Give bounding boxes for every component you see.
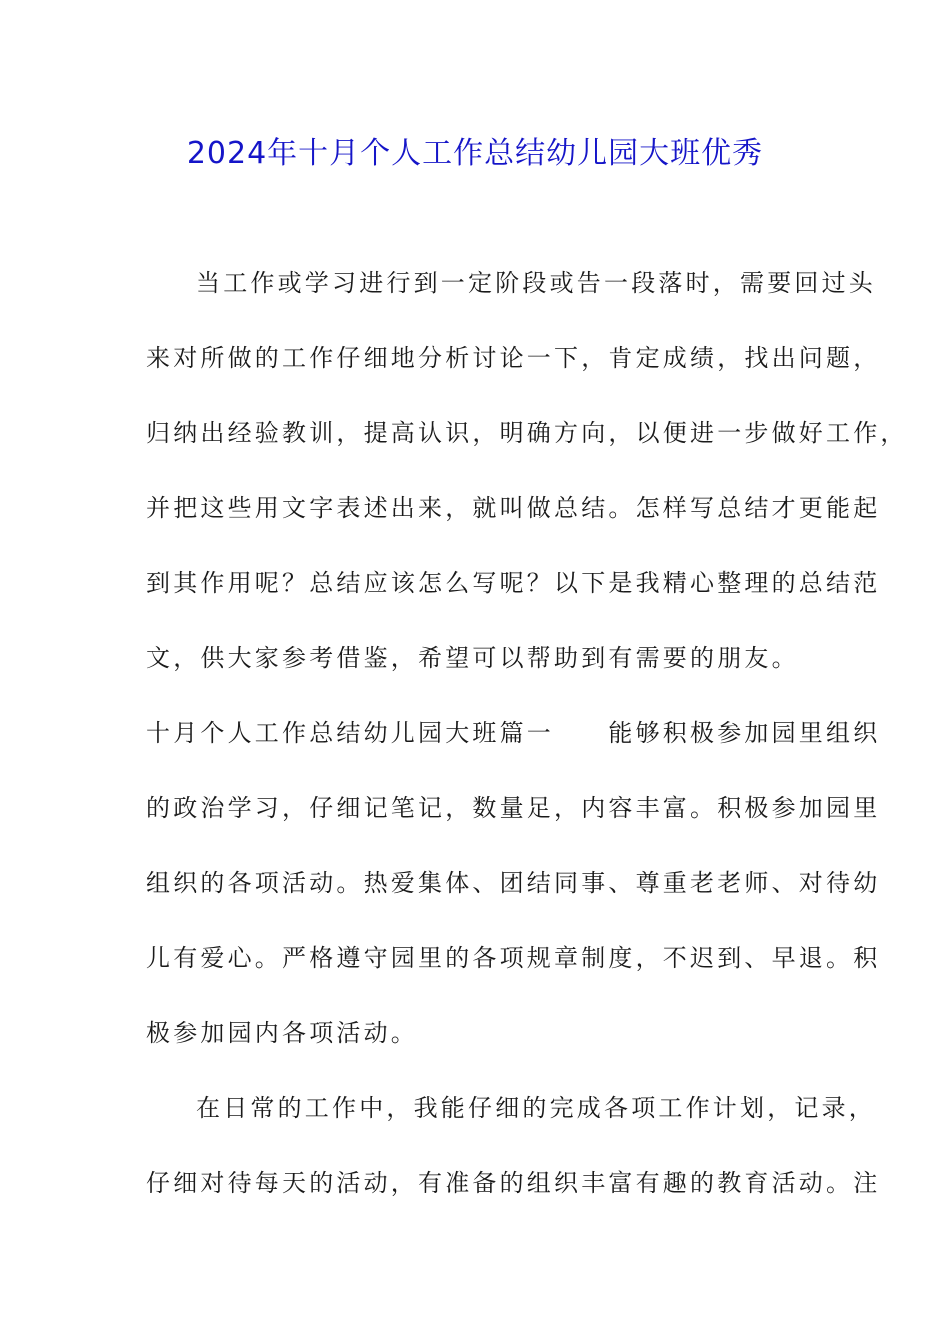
paragraph-line: 到其作用呢？总结应该怎么写呢？以下是我精心整理的总结范 (146, 569, 881, 597)
paragraph-line: 并把这些用文字表述出来，就叫做总结。怎样写总结才更能起 (146, 494, 881, 522)
paragraph-line: 归纳出经验教训，提高认识，明确方向，以便进一步做好工作， (146, 419, 908, 447)
document-title: 2024年十月个人工作总结幼儿园大班优秀 (186, 136, 764, 171)
section-heading-line: 十月个人工作总结幼儿园大班篇一 能够积极参加园里组织 (146, 719, 881, 747)
paragraph-line: 文，供大家参考借鉴，希望可以帮助到有需要的朋友。 (146, 644, 799, 672)
paragraph-line: 来对所做的工作仔细地分析讨论一下，肯定成绩，找出问题， (146, 344, 881, 372)
paragraph-line: 仔细对待每天的活动，有准备的组织丰富有趣的教育活动。注 (146, 1169, 881, 1197)
paragraph-line: 在日常的工作中，我能仔细的完成各项工作计划，记录， (196, 1094, 876, 1122)
paragraph-line: 的政治学习，仔细记笔记，数量足，内容丰富。积极参加园里 (146, 794, 881, 822)
paragraph-line: 极参加园内各项活动。 (146, 1019, 418, 1047)
paragraph-line: 当工作或学习进行到一定阶段或告一段落时，需要回过头 (196, 269, 876, 297)
paragraph-line: 儿有爱心。严格遵守园里的各项规章制度，不迟到、早退。积 (146, 944, 881, 972)
paragraph-line: 组织的各项活动。热爱集体、团结同事、尊重老老师、对待幼 (146, 869, 881, 897)
